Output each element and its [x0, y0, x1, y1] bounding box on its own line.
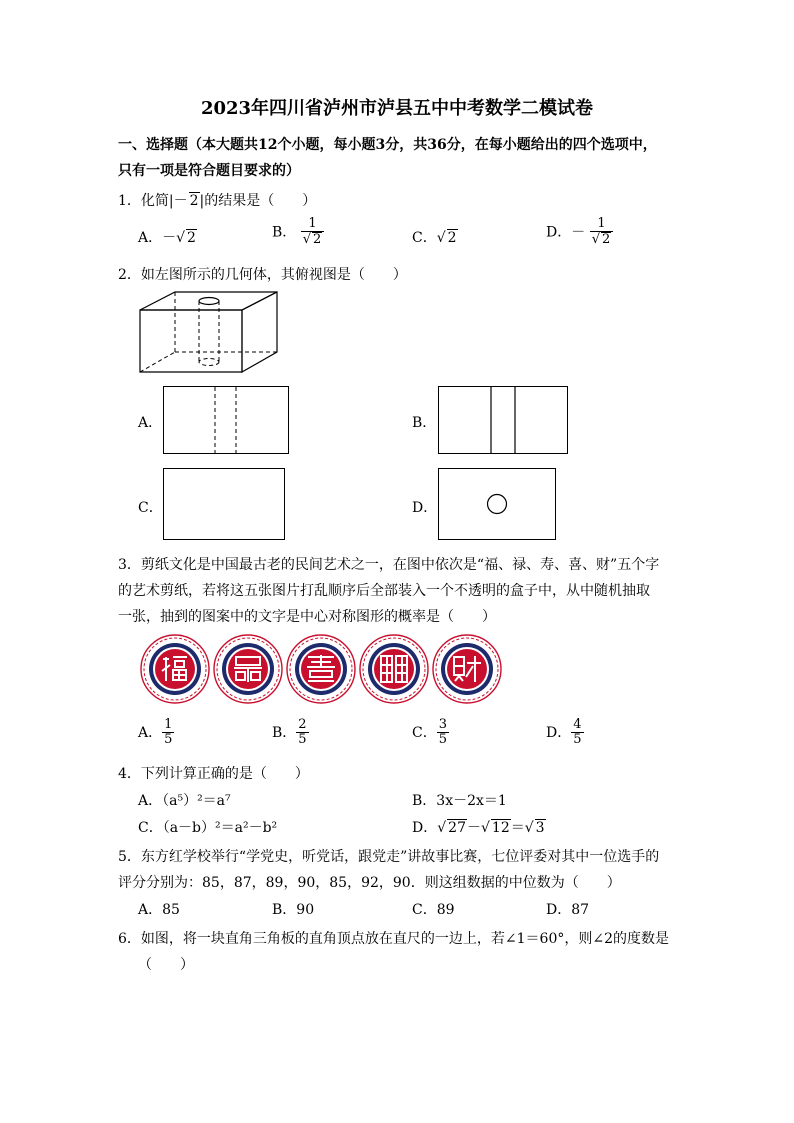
q6-line2: （ ） [138, 957, 194, 973]
q2-option-d-label[interactable]: D． [412, 500, 438, 516]
q2-stem: 2．如左图所示的几何体，其俯视图是（ ） [118, 267, 407, 283]
section-heading-line1: 一、选择题（本大题共12个小题，每小题3分，共36分，在每小题给出的四个选项中， [118, 137, 657, 153]
q4-option-c[interactable]: C．（a－b）²＝a²－b² [138, 820, 278, 836]
q2-option-b-figure[interactable] [438, 386, 568, 454]
q3-line2: 的艺术剪纸，若将这五张图片打乱顺序后全部装入一个不透明的盒子中，从中随机抽取 [118, 583, 650, 599]
q2-option-c-label[interactable]: C． [138, 500, 163, 516]
paper-title: 2023年四川省泸州市泸县五中中考数学二模试卷 [200, 98, 594, 119]
papercut-lu-icon [214, 635, 282, 703]
q3-line1: 3．剪纸文化是中国最古老的民间艺术之一，在图中依次是“福、禄、寿、喜、财”五个字 [118, 557, 660, 573]
q5-option-c[interactable]: C．89 [412, 902, 455, 918]
q3-option-a[interactable]: A． $\frac{1}{5}$ [138, 717, 173, 748]
q4-option-b[interactable]: B．3x－2x＝1 [412, 793, 507, 809]
q5-line2: 评分分别为：85，87，89，90，85，92，90．则这组数据的中位数为（ ） [118, 875, 621, 891]
q6-line1: 6．如图，将一块直角三角板的直角顶点放在直尺的一边上，若∠1＝60°，则∠2的度数是 [118, 931, 669, 947]
q5-line1: 5．东方红学校举行“学党史，听党话，跟党走”讲故事比赛，七位评委对其中一位选手的 [118, 849, 660, 865]
q2-option-d-figure[interactable] [438, 468, 556, 540]
papercut-shou-icon [287, 635, 355, 703]
q3-option-c[interactable]: C． $\frac{3}{5}$ [412, 717, 447, 748]
section-heading-line2: 只有一项是符合题目要求的） [118, 163, 300, 179]
solid-figure [138, 290, 280, 376]
q5-option-a[interactable]: A．85 [138, 902, 180, 918]
papercut-xi-icon [360, 635, 428, 703]
q1-option-d[interactable]: D．－ $\frac{1}{√ 2}$ [546, 217, 613, 248]
q1-option-c[interactable]: C．√ 2 [412, 230, 457, 246]
q1-option-b[interactable]: B． $\frac{1}{√ 2}$ [272, 217, 324, 248]
q5-option-d[interactable]: D．87 [546, 902, 590, 918]
q2-option-a-figure[interactable] [163, 386, 289, 454]
q4-option-d[interactable]: D．√ 27－√ 12＝√ 3 [412, 820, 545, 836]
papercut-row [138, 632, 508, 706]
papercut-cai-icon [433, 635, 501, 703]
q2-option-a-label[interactable]: A． [138, 415, 163, 431]
sqrt-icon: 2 [189, 193, 199, 209]
q1-stem: 1．化简|－ 2|的结果是（ ） [118, 193, 317, 209]
q3-option-d[interactable]: D． $\frac{4}{5}$ [546, 717, 582, 748]
q4-stem: 4．下列计算正确的是（ ） [118, 766, 309, 782]
q2-option-b-label[interactable]: B． [412, 415, 437, 431]
q3-line3: 一张，抽到的图案中的文字是中心对称图形的概率是（ ） [118, 609, 496, 625]
q1-option-a[interactable]: A．－√ 2 [138, 230, 196, 246]
papercut-fu-icon [141, 635, 209, 703]
q3-option-b[interactable]: B． $\frac{2}{5}$ [272, 717, 307, 748]
q5-option-b[interactable]: B．90 [272, 902, 315, 918]
q4-option-a[interactable]: A．（a⁵）²＝a⁷ [138, 793, 231, 809]
q2-option-c-figure[interactable] [163, 468, 285, 540]
